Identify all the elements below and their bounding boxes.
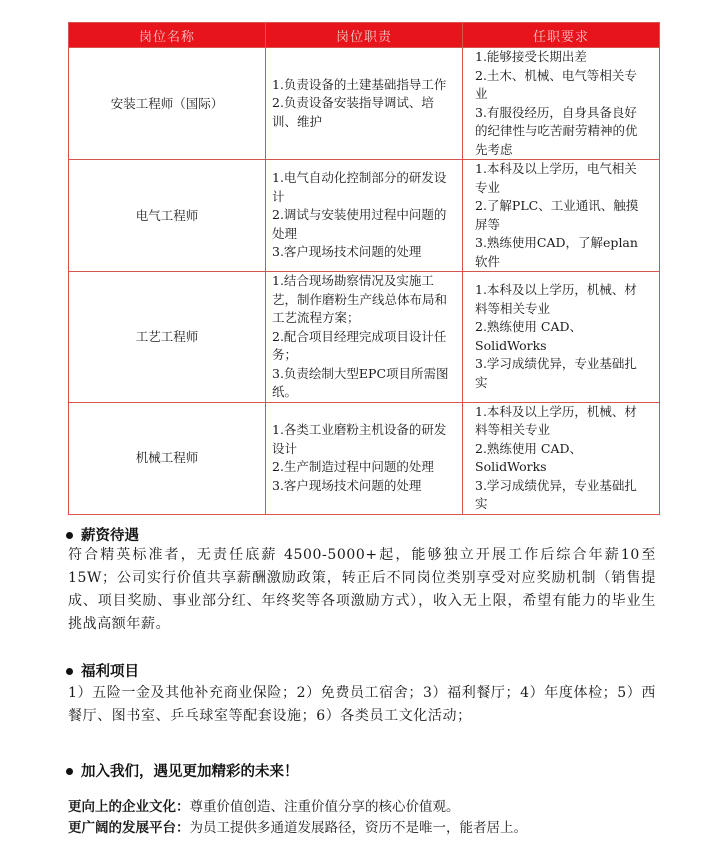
duty-item: 2.配合项目经理完成项目设计任务； [272, 328, 447, 362]
duty-item: 2.生产制造过程中问题的处理 [272, 459, 434, 474]
duty-item: 2.负责设备安装指导调试、培训、维护 [272, 95, 434, 129]
requirement-item: 3.有服役经历，自身具备良好的纪律性与吃苦耐劳精神的优先考虑 [475, 104, 638, 157]
position-name: 安装工程师（国际） [69, 48, 266, 160]
requirement-item: 2.土木、机械、电气等相关专业 [475, 67, 637, 101]
requirement-item: 1.本科及以上学历，电气相关专业 [475, 161, 637, 195]
position-name: 电气工程师 [69, 160, 266, 272]
welfare-heading [66, 660, 139, 681]
requirement-item: 2.熟练使用 CAD、SolidWorks [475, 440, 583, 474]
requirement-item: 3.学习成绩优异，专业基础扎实 [475, 356, 637, 390]
duties-cell [266, 272, 463, 403]
header-position: 岗位名称 [69, 23, 266, 48]
requirement-item: 1.能够接受长期出差 [475, 49, 587, 64]
requirements-cell [463, 48, 660, 160]
culture-line [68, 797, 658, 817]
culture-label: 更向上的企业文化： [68, 799, 190, 815]
join-heading-text: 加入我们，遇见更加精彩的未来！ [81, 764, 299, 780]
duty-item: 2.调试与安装使用过程中问题的处理 [272, 207, 447, 241]
duty-item: 3.客户现场技术问题的处理 [272, 244, 422, 260]
position-name: 机械工程师 [69, 402, 266, 514]
requirement-item: 3.学习成绩优异，专业基础扎实 [475, 477, 637, 511]
duty-item: 1.各类工业磨粉主机设备的研发设计 [272, 422, 447, 456]
bullet-dot-icon [66, 768, 73, 775]
table-row [69, 48, 660, 160]
header-requirements: 任职要求 [463, 23, 660, 48]
welfare-text: 1）五险一金及其他补充商业保险；2）免费员工宿舍；3）福利餐厅；4）年度体检；5）西餐厅、图书室、乒乓球室等配套设施；6）各类员工文化活动； [68, 685, 656, 724]
position-name: 工艺工程师 [69, 272, 266, 403]
bullet-dot-icon [66, 668, 73, 675]
culture-text: 尊重价值创造、注重价值分享的核心价值观。 [189, 799, 460, 815]
salary-text: 符合精英标准者，无责任底薪 4500-5000+起，能够独立开展工作后综合年薪10至15W；公司实行价值共享薪酬激励政策，转正后不同岗位类别享受对应奖励机制（销售提成、项目奖励、事业部分红、年终奖等各项激励方式），收入无上限，希望有能力的毕业生挑战高额年薪。 [68, 547, 656, 632]
duties-cell [266, 402, 463, 514]
header-duties: 岗位职责 [266, 23, 463, 48]
requirements-cell [463, 160, 660, 272]
table-row [69, 402, 660, 514]
salary-heading-text: 薪资待遇 [81, 528, 139, 544]
salary-heading [66, 524, 139, 545]
requirements-cell [463, 272, 660, 403]
requirements-cell [463, 402, 660, 514]
table-row [69, 160, 660, 272]
requirement-item: 3.熟练使用CAD，了解eplan软件 [475, 235, 638, 269]
duty-item: 3.负责绘制大型EPC项目所需图纸。 [272, 365, 449, 399]
job-table [68, 22, 660, 515]
requirement-item: 2.熟练使用 CAD、SolidWorks [475, 319, 583, 353]
duty-item: 1.结合现场勘察情况及实施工艺，制作磨粉生产线总体布局和工艺流程方案； [272, 273, 448, 325]
join-heading [66, 760, 299, 781]
platform-line [68, 818, 658, 838]
duty-item: 1.电气自动化控制部分的研发设计 [272, 170, 447, 204]
bullet-dot-icon [66, 532, 73, 539]
requirement-item: 2.了解PLC、工业通讯、触摸屏等 [475, 198, 639, 232]
platform-label: 更广阔的发展平台： [68, 820, 190, 836]
duty-item: 1.负责设备的土建基础指导工作 [272, 76, 447, 92]
requirement-item: 1.本科及以上学历，机械、材料等相关专业 [475, 282, 637, 316]
duties-cell [266, 48, 463, 160]
requirement-item: 1.本科及以上学历，机械、材料等相关专业 [475, 403, 637, 437]
duties-cell [266, 160, 463, 272]
table-row [69, 272, 660, 403]
duty-item: 3.客户现场技术问题的处理 [272, 477, 422, 493]
welfare-heading-text: 福利项目 [81, 664, 139, 680]
table-header-row [69, 23, 660, 48]
platform-text: 为员工提供多通道发展路径，资历不是唯一，能者居上。 [189, 820, 527, 836]
